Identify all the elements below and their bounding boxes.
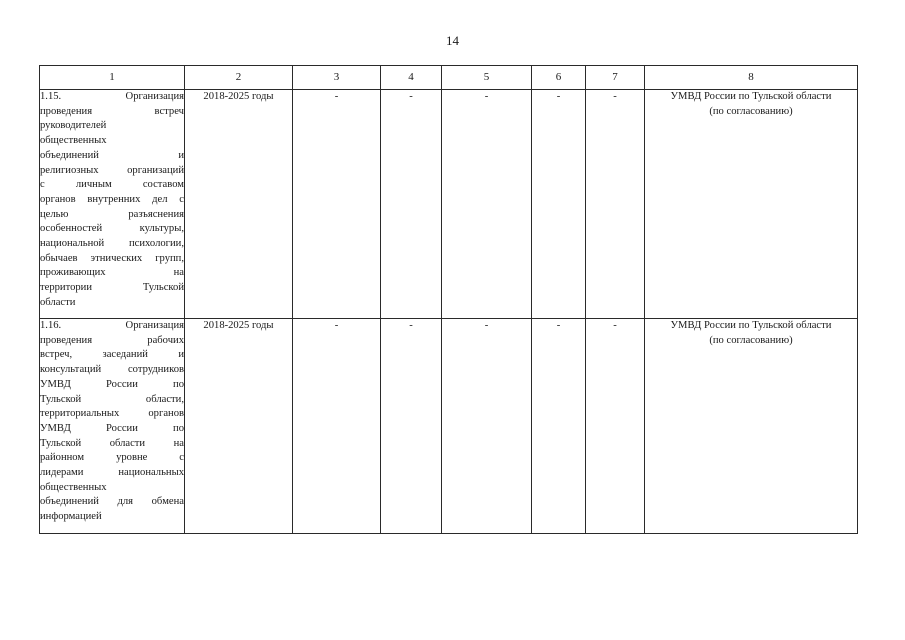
activity-line: районном уровне с [40, 452, 184, 464]
column-header: 5 [442, 66, 532, 90]
period-cell: 2018-2025 годы [185, 90, 293, 319]
table-row [40, 319, 858, 534]
activity-line: целью разъяснения [40, 208, 184, 220]
page-number: 14 [446, 33, 459, 48]
col5-cell [442, 319, 532, 534]
activity-line: проведения рабочих [40, 334, 184, 346]
activity-cell [40, 90, 185, 319]
activity-line: Тульской области на [40, 437, 184, 449]
executor-note: (по согласованию) [709, 105, 793, 117]
dash-value: - [484, 91, 489, 102]
activity-line: религиозных организаций [40, 164, 184, 176]
activity-line: консультаций сотрудников [40, 364, 184, 376]
executor-name: УМВД России по Тульской области [670, 91, 832, 102]
dash-value: - [613, 320, 617, 331]
period-cell: 2018-2025 годы [185, 319, 293, 534]
activity-cell [40, 319, 185, 534]
activity-line: проведения встреч [40, 105, 184, 117]
activity-line: с личным составом [40, 179, 184, 191]
col6-cell [532, 90, 586, 319]
col4-cell [381, 90, 442, 319]
table-row [40, 90, 858, 319]
col7-cell [586, 319, 645, 534]
activity-line: 1.16. Организация [40, 320, 184, 331]
activity-line: УМВД России по [40, 378, 184, 390]
activity-line: руководителей [40, 120, 107, 132]
dash-value: - [556, 320, 561, 331]
column-header: 2 [185, 66, 293, 90]
activity-line: территории Тульской [40, 282, 184, 294]
activity-line: общественных [40, 135, 107, 147]
executor-cell [645, 319, 858, 534]
activity-line: национальной психологии, [40, 238, 184, 250]
activity-line: проживающих на [40, 267, 184, 279]
activity-line: информацией [40, 511, 102, 523]
dash-value: - [613, 91, 617, 102]
column-header: 7 [586, 66, 645, 90]
dash-value: - [484, 320, 489, 331]
executor-cell [645, 90, 858, 319]
column-header: 8 [645, 66, 858, 90]
column-header: 6 [532, 66, 586, 90]
col3-cell [293, 90, 381, 319]
activity-line: обычаев этнических групп, [40, 252, 184, 264]
col7-cell [586, 90, 645, 319]
dash-value: - [556, 91, 561, 102]
activity-line: территориальных органов [40, 408, 184, 420]
col4-cell [381, 319, 442, 534]
activities-table [39, 65, 858, 534]
activity-line: Тульской области, [40, 393, 184, 405]
activity-line: общественных [40, 481, 107, 493]
activity-line: объединений для обмена [40, 496, 184, 508]
column-header: 3 [293, 66, 381, 90]
activity-line: особенностей культуры, [40, 223, 184, 235]
dash-value: - [334, 320, 339, 331]
dash-value: - [409, 91, 413, 102]
col5-cell [442, 90, 532, 319]
activity-line: 1.15. Организация [40, 91, 184, 102]
column-header: 4 [381, 66, 442, 90]
column-header: 1 [40, 66, 185, 90]
dash-value: - [334, 91, 339, 102]
table-header-row [40, 66, 858, 90]
activity-line: области [40, 296, 76, 308]
col3-cell [293, 319, 381, 534]
col6-cell [532, 319, 586, 534]
activity-line: встреч, заседаний и [40, 349, 184, 361]
activity-line: УМВД России по [40, 422, 184, 434]
dash-value: - [409, 320, 413, 331]
activity-line: органов внутренних дел с [40, 193, 184, 205]
executor-note: (по согласованию) [709, 334, 793, 346]
activity-line: объединений и [40, 149, 184, 161]
executor-name: УМВД России по Тульской области [670, 320, 832, 331]
activity-line: лидерами национальных [40, 467, 184, 479]
